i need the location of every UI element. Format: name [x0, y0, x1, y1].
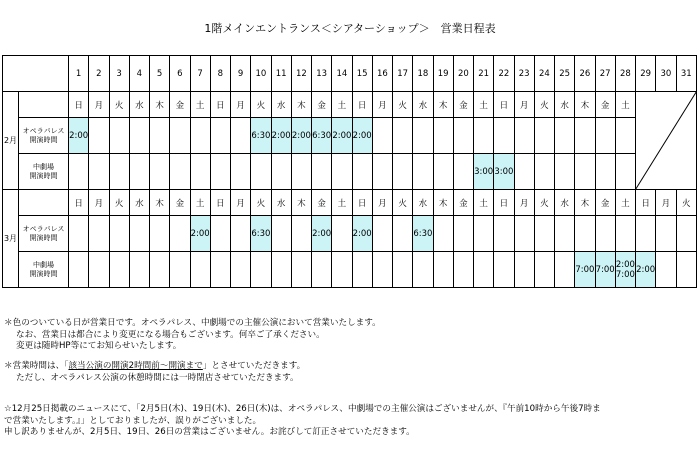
time-cell	[150, 216, 170, 252]
weekday-cell: 木	[575, 190, 595, 216]
weekday-cell: 木	[291, 92, 311, 118]
time-cell: 2:00	[69, 118, 89, 154]
time-cell	[656, 216, 676, 252]
row-label: オペラパレス 開演時間	[19, 118, 69, 154]
weekday-cell: 水	[129, 92, 149, 118]
time-cell	[494, 216, 514, 252]
time-cell	[494, 252, 514, 288]
time-cell	[231, 216, 251, 252]
notes-block-1	[4, 318, 700, 353]
row-label: 中劇場 開演時間	[19, 154, 69, 190]
weekday-cell: 土	[332, 92, 352, 118]
weekday-label-cell	[19, 92, 69, 118]
weekday-cell: 土	[190, 190, 210, 216]
time-cell	[534, 118, 554, 154]
time-cell	[271, 216, 291, 252]
time-cell	[69, 154, 89, 190]
notes-block-2	[4, 361, 700, 384]
weekday-cell: 木	[575, 92, 595, 118]
time-cell	[372, 252, 392, 288]
weekday-cell: 水	[271, 92, 291, 118]
time-cell	[676, 252, 697, 288]
time-cell	[69, 252, 89, 288]
weekday-cell: 月	[231, 92, 251, 118]
time-cell	[210, 154, 230, 190]
time-cell	[575, 118, 595, 154]
time-cell	[109, 154, 129, 190]
time-cell	[534, 252, 554, 288]
weekday-cell: 木	[433, 92, 453, 118]
day-number: 1	[69, 56, 89, 92]
time-cell	[109, 118, 129, 154]
time-cell	[109, 252, 129, 288]
time-cell: 7:00	[575, 252, 595, 288]
time-cell	[555, 118, 575, 154]
time-cell	[190, 118, 210, 154]
time-cell	[312, 252, 332, 288]
weekday-label-cell	[19, 190, 69, 216]
weekday-cell: 水	[555, 92, 575, 118]
time-cell	[433, 118, 453, 154]
time-cell	[676, 216, 697, 252]
weekday-cell: 日	[210, 190, 230, 216]
weekday-cell: 月	[372, 92, 392, 118]
time-cell	[89, 216, 109, 252]
day-number: 20	[453, 56, 473, 92]
time-cell	[291, 216, 311, 252]
day-number: 30	[656, 56, 676, 92]
weekday-cell: 火	[393, 190, 413, 216]
day-number: 23	[514, 56, 534, 92]
time-cell	[231, 154, 251, 190]
time-cell	[291, 252, 311, 288]
time-cell	[352, 252, 372, 288]
note-line: ただし、オペラパレス公演の休憩時間には一時閉店させていただきます。	[16, 372, 299, 383]
opera-palace-row	[3, 216, 697, 252]
weekday-cell: 月	[656, 190, 676, 216]
time-cell	[453, 118, 473, 154]
day-number: 4	[129, 56, 149, 92]
time-cell	[372, 216, 392, 252]
day-number: 9	[231, 56, 251, 92]
time-cell	[514, 118, 534, 154]
time-cell	[150, 154, 170, 190]
time-cell	[170, 252, 190, 288]
time-cell: 3:00	[494, 154, 514, 190]
weekday-cell: 木	[150, 92, 170, 118]
weekday-cell: 金	[595, 92, 615, 118]
day-number: 28	[615, 56, 635, 92]
day-number: 6	[170, 56, 190, 92]
month-label: 2月	[3, 92, 19, 190]
time-cell	[210, 252, 230, 288]
weekday-cell: 金	[453, 92, 473, 118]
opera-palace-row	[3, 118, 697, 154]
month-label: 3月	[3, 190, 19, 288]
weekday-cell: 日	[494, 190, 514, 216]
day-number: 27	[595, 56, 615, 92]
time-cell	[636, 216, 656, 252]
weekday-cell: 月	[89, 92, 109, 118]
time-cell	[615, 154, 635, 190]
weekday-cell: 日	[210, 92, 230, 118]
weekday-cell: 日	[69, 92, 89, 118]
weekday-cell: 水	[413, 92, 433, 118]
time-cell: 2:00	[352, 216, 372, 252]
weekday-cell: 月	[231, 190, 251, 216]
time-cell	[89, 252, 109, 288]
weekday-cell: 火	[534, 92, 554, 118]
day-number: 5	[150, 56, 170, 92]
playhouse-row	[3, 154, 697, 190]
schedule-table	[2, 55, 697, 288]
time-cell	[514, 252, 534, 288]
weekday-row	[3, 190, 697, 216]
time-cell	[312, 154, 332, 190]
time-cell	[332, 154, 352, 190]
time-cell: 2:00	[636, 252, 656, 288]
weekday-cell: 土	[615, 92, 635, 118]
weekday-cell: 金	[595, 190, 615, 216]
business-hours-text: 該当公演の開演2時間前～開演まで	[68, 361, 203, 371]
weekday-cell: 火	[393, 92, 413, 118]
row-label: 中劇場 開演時間	[19, 252, 69, 288]
time-cell	[190, 154, 210, 190]
weekday-cell: 火	[251, 190, 271, 216]
day-number: 25	[555, 56, 575, 92]
note-line: ＊色のついている日が営業日です。オペラパレス、中劇場での主催公演において営業いたします。	[4, 318, 381, 328]
weekday-cell: 金	[170, 190, 190, 216]
time-cell	[656, 252, 676, 288]
weekday-cell: 水	[555, 190, 575, 216]
note-line: なお、営業日は都合により変更になる場合もございます。何卒ご了承ください。	[16, 329, 325, 340]
weekday-cell: 土	[474, 92, 494, 118]
time-cell: 2:00	[312, 216, 332, 252]
day-number: 24	[534, 56, 554, 92]
day-number: 18	[413, 56, 433, 92]
time-cell	[190, 252, 210, 288]
day-number: 10	[251, 56, 271, 92]
time-cell	[393, 252, 413, 288]
time-cell	[453, 154, 473, 190]
time-cell	[453, 216, 473, 252]
time-cell	[210, 118, 230, 154]
weekday-cell: 土	[332, 190, 352, 216]
weekday-cell: 木	[150, 190, 170, 216]
time-cell	[494, 118, 514, 154]
time-cell	[595, 118, 615, 154]
day-number: 26	[575, 56, 595, 92]
time-cell: 7:00	[595, 252, 615, 288]
time-cell	[433, 154, 453, 190]
weekday-cell: 火	[676, 190, 697, 216]
time-cell: 2:00	[352, 118, 372, 154]
time-cell: 3:00	[474, 154, 494, 190]
empty-days-cell	[636, 92, 697, 190]
weekday-cell: 金	[453, 190, 473, 216]
weekday-cell: 月	[372, 190, 392, 216]
time-cell	[332, 216, 352, 252]
time-cell	[150, 118, 170, 154]
day-number: 13	[312, 56, 332, 92]
day-number-row	[3, 56, 697, 92]
time-cell	[109, 216, 129, 252]
time-cell: 6:30	[312, 118, 332, 154]
time-cell	[352, 154, 372, 190]
time-cell	[129, 154, 149, 190]
time-cell	[89, 118, 109, 154]
day-number: 31	[676, 56, 697, 92]
time-cell	[332, 252, 352, 288]
time-cell	[555, 154, 575, 190]
weekday-cell: 水	[271, 190, 291, 216]
time-cell	[231, 252, 251, 288]
time-cell	[453, 252, 473, 288]
time-cell	[89, 154, 109, 190]
time-cell	[372, 154, 392, 190]
weekday-cell: 日	[494, 92, 514, 118]
time-cell	[595, 216, 615, 252]
weekday-cell: 木	[433, 190, 453, 216]
time-cell	[251, 252, 271, 288]
time-cell	[393, 118, 413, 154]
time-cell	[575, 154, 595, 190]
weekday-cell: 金	[312, 190, 332, 216]
time-cell: 6:30	[413, 216, 433, 252]
time-cell	[170, 118, 190, 154]
time-cell	[393, 154, 413, 190]
weekday-cell: 月	[514, 190, 534, 216]
time-cell	[433, 252, 453, 288]
day-number: 22	[494, 56, 514, 92]
time-cell	[514, 154, 534, 190]
time-cell	[129, 216, 149, 252]
playhouse-row	[3, 252, 697, 288]
time-cell	[555, 252, 575, 288]
weekday-cell: 日	[352, 92, 372, 118]
time-cell	[595, 154, 615, 190]
day-number: 29	[636, 56, 656, 92]
time-cell: 6:30	[251, 118, 271, 154]
day-number: 7	[190, 56, 210, 92]
time-cell	[372, 118, 392, 154]
time-cell	[231, 118, 251, 154]
time-cell	[129, 252, 149, 288]
day-number: 2	[89, 56, 109, 92]
weekday-cell: 土	[474, 190, 494, 216]
weekday-cell: 木	[291, 190, 311, 216]
time-cell: 2:00	[291, 118, 311, 154]
notes-block-3	[4, 404, 700, 439]
time-cell	[615, 216, 635, 252]
time-cell	[615, 118, 635, 154]
weekday-cell: 金	[170, 92, 190, 118]
time-cell	[413, 154, 433, 190]
corner-cell	[3, 56, 69, 92]
time-cell	[170, 154, 190, 190]
time-cell	[393, 216, 413, 252]
time-cell: 6:30	[251, 216, 271, 252]
note-line: で営業いたします。』」としておりましたが、誤りがございました。	[4, 415, 262, 426]
weekday-cell: 火	[251, 92, 271, 118]
time-cell: 2:00 7:00	[615, 252, 635, 288]
time-cell: 2:00	[332, 118, 352, 154]
weekday-cell: 火	[109, 92, 129, 118]
time-cell	[433, 216, 453, 252]
note-line: 変更は随時HP等にてお知らせいたします。	[16, 341, 182, 351]
time-cell: 2:00	[190, 216, 210, 252]
day-number: 8	[210, 56, 230, 92]
note-line: ☆12月25日掲載のニュースにて、「2月5日(木)、19日(木)、26日(木)は、オペラパレス、中劇場での主催公演はございませんが、『午前10時から午後7時ま	[4, 404, 601, 414]
time-cell	[251, 154, 271, 190]
time-cell	[474, 216, 494, 252]
time-cell	[69, 216, 89, 252]
day-number: 3	[109, 56, 129, 92]
day-number: 14	[332, 56, 352, 92]
day-number: 19	[433, 56, 453, 92]
time-cell	[271, 252, 291, 288]
time-cell	[555, 216, 575, 252]
note-line: ＊営業時間は、「該当公演の開演2時間前～開演まで」とさせていただきます。	[4, 361, 306, 371]
day-number: 15	[352, 56, 372, 92]
row-label: オペラパレス 開演時間	[19, 216, 69, 252]
day-number: 17	[393, 56, 413, 92]
time-cell	[474, 118, 494, 154]
day-number: 21	[474, 56, 494, 92]
time-cell: 2:00	[271, 118, 291, 154]
time-cell	[271, 154, 291, 190]
time-cell	[291, 154, 311, 190]
weekday-cell: 日	[352, 190, 372, 216]
time-cell	[575, 216, 595, 252]
weekday-cell: 金	[312, 92, 332, 118]
weekday-cell: 日	[69, 190, 89, 216]
weekday-row	[3, 92, 697, 118]
page-title: 1階メインエントランス＜シアターショップ＞ 営業日程表	[204, 22, 496, 35]
time-cell	[413, 252, 433, 288]
time-cell	[514, 216, 534, 252]
day-number: 12	[291, 56, 311, 92]
time-cell	[170, 216, 190, 252]
weekday-cell: 日	[636, 190, 656, 216]
weekday-cell: 土	[190, 92, 210, 118]
time-cell	[534, 154, 554, 190]
time-cell	[413, 118, 433, 154]
weekday-cell: 水	[413, 190, 433, 216]
time-cell	[534, 216, 554, 252]
weekday-cell: 月	[89, 190, 109, 216]
weekday-cell: 火	[109, 190, 129, 216]
note-line: 申し訳ありませんが、2月5日、19日、26日の営業はございません。お詫びして訂正させていただきます。	[4, 427, 415, 437]
weekday-cell: 火	[534, 190, 554, 216]
day-number: 11	[271, 56, 291, 92]
day-number: 16	[372, 56, 392, 92]
weekday-cell: 水	[129, 190, 149, 216]
time-cell	[474, 252, 494, 288]
time-cell	[150, 252, 170, 288]
time-cell	[210, 216, 230, 252]
time-cell	[129, 118, 149, 154]
weekday-cell: 土	[615, 190, 635, 216]
weekday-cell: 月	[514, 92, 534, 118]
